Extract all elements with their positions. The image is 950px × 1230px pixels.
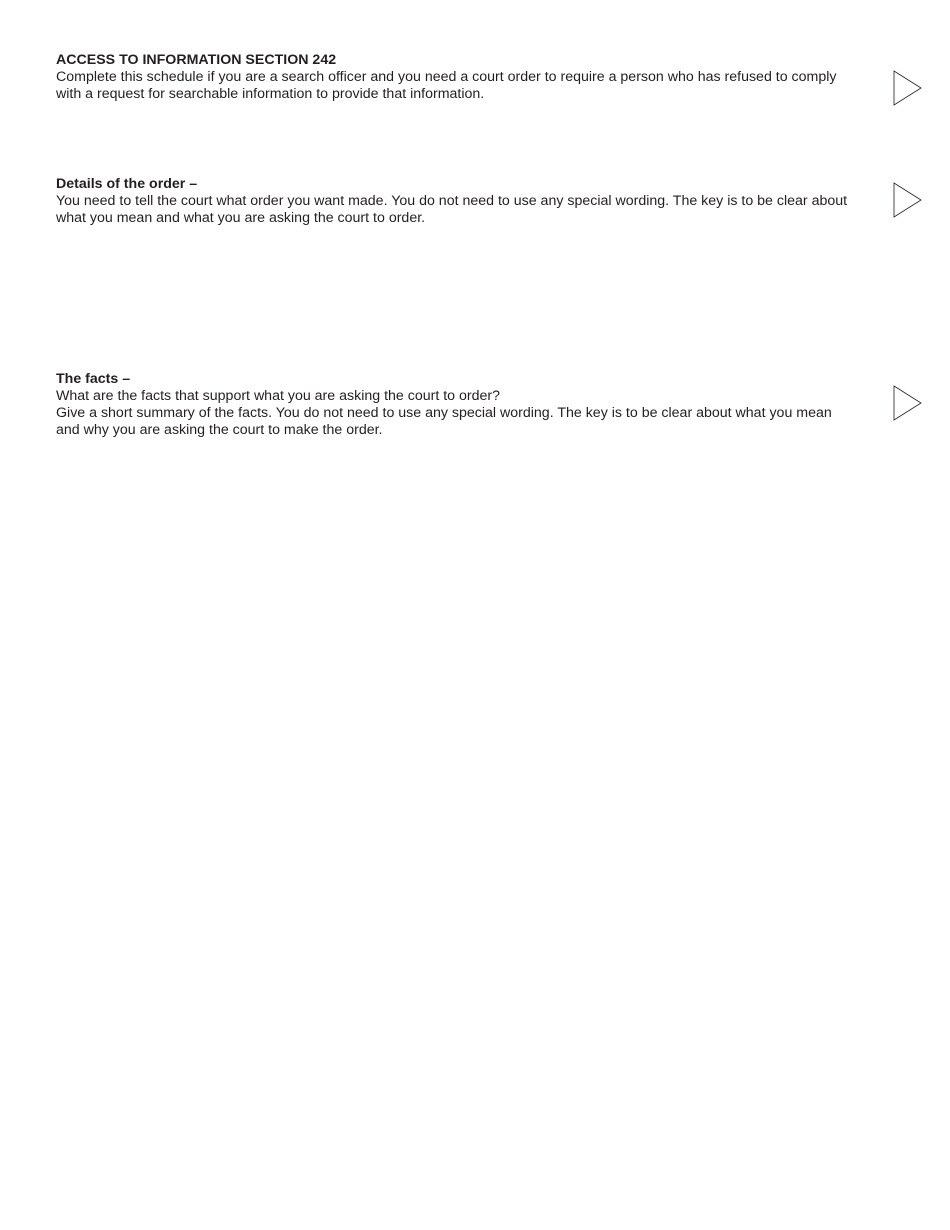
triangle-arrow-icon xyxy=(893,70,923,106)
section-access-to-information xyxy=(56,52,856,103)
section-instructions: Give a short summary of the facts. You do not need to use any special wording. The key is to be clear about what you mean and why you are asking the court to make the order. xyxy=(56,405,832,438)
section-instructions: Complete this schedule if you are a search officer and you need a court order to require a person who has refused to comply with a request for searchable information to provide that information. xyxy=(56,69,837,102)
section-heading: Details of the order – xyxy=(56,176,198,192)
section-the-facts xyxy=(56,371,856,439)
section-heading: ACCESS TO INFORMATION SECTION 242 xyxy=(56,52,337,68)
triangle-arrow-icon xyxy=(893,182,923,218)
section-question: What are the facts that support what you are asking the court to order? xyxy=(56,388,500,404)
section-heading: The facts – xyxy=(56,371,131,387)
section-instructions: You need to tell the court what order you want made. You do not need to use any special wording. The key is to be clear about what you mean and what you are asking the court to order. xyxy=(56,193,848,226)
triangle-arrow-icon xyxy=(893,385,923,421)
section-details-of-order xyxy=(56,176,856,227)
